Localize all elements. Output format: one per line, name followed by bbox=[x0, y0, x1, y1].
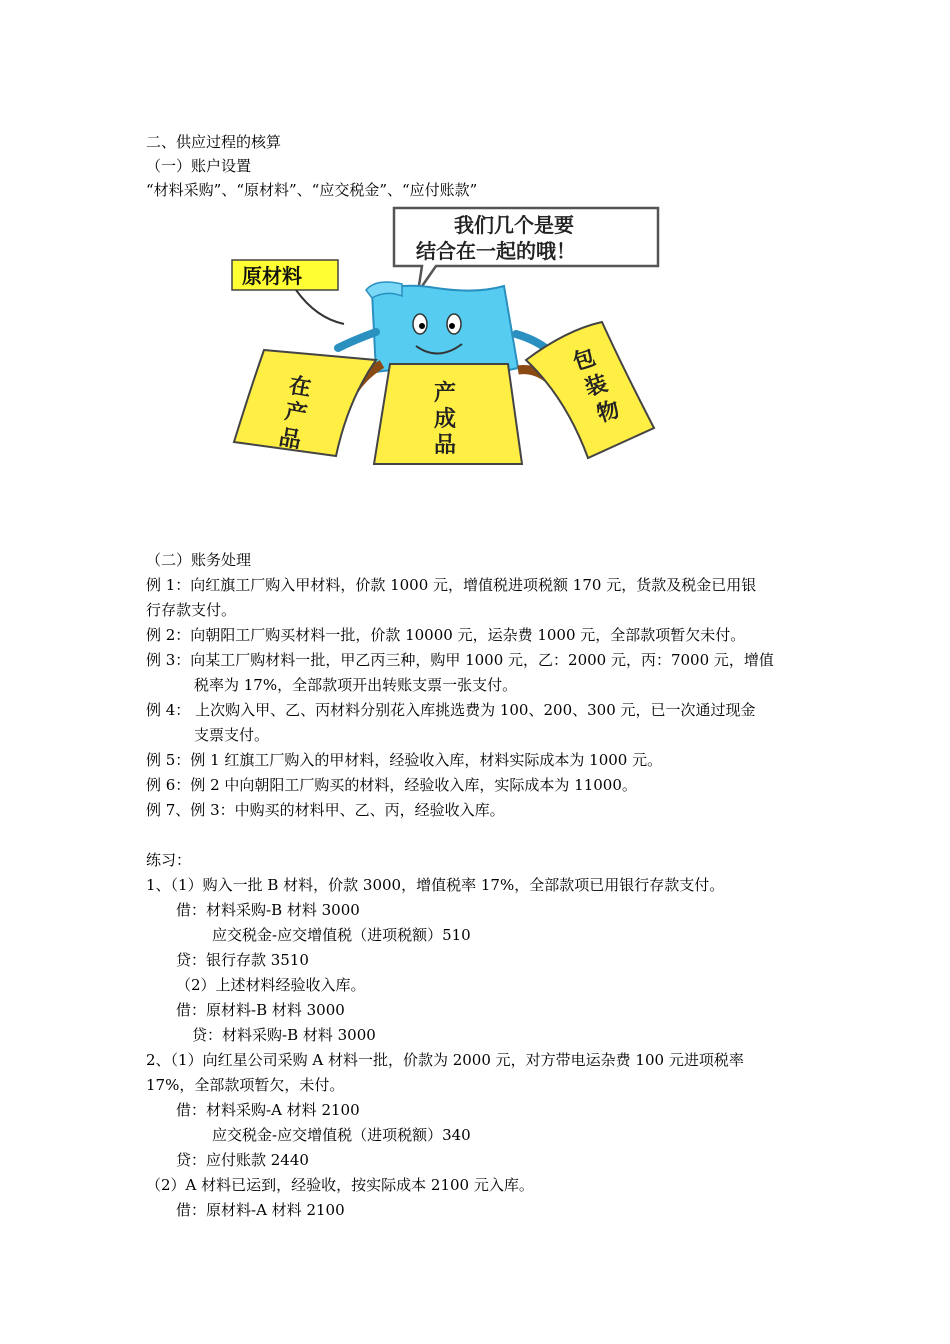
example-3-line-2: 税率为 17%，全部款项开出转账支票一张支付。 bbox=[194, 676, 518, 694]
practice-2-part-2: （2）A 材料已运到，经验收，按实际成本 2100 元入库。 bbox=[146, 1176, 534, 1194]
account-list: “材料采购”、“原材料”、“应交税金”、“应付账款” bbox=[146, 181, 478, 199]
practice-1-part-2-debit: 借：原材料-B 材料 3000 bbox=[176, 1001, 345, 1019]
subsection-accounting-treatment: （二）账务处理 bbox=[146, 551, 252, 569]
example-1-line-1: 例 1：向红旗工厂购入甲材料，价款 1000 元，增值税进项税额 170 元，货款及税金已用银 bbox=[146, 576, 757, 594]
practice-1-credit: 贷：银行存款 3510 bbox=[176, 951, 309, 969]
speech-line-2: 结合在一起的哦！ bbox=[416, 239, 576, 263]
svg-text:原材料: 原材料 bbox=[242, 264, 302, 288]
card-packaging bbox=[526, 322, 654, 458]
practice-2-part-2-debit: 借：原材料-A 材料 2100 bbox=[176, 1201, 345, 1219]
svg-text:产: 产 bbox=[282, 399, 309, 428]
svg-text:品: 品 bbox=[276, 425, 303, 454]
svg-text:产: 产 bbox=[434, 381, 457, 406]
practice-1-part-2-credit: 贷：材料采购-B 材料 3000 bbox=[192, 1026, 376, 1044]
example-7: 例 7、例 3：中购买的材料甲、乙、丙，经验收入库。 bbox=[146, 801, 505, 819]
practice-1-debit-tax: 应交税金-应交增值税（进项税额）510 bbox=[212, 926, 471, 944]
speech-line-1: 我们几个是要 bbox=[454, 213, 574, 237]
practice-1-debit: 借：材料采购-B 材料 3000 bbox=[176, 901, 360, 919]
practice-2-debit: 借：材料采购-A 材料 2100 bbox=[176, 1101, 360, 1119]
example-1-line-2: 行存款支付。 bbox=[146, 601, 237, 619]
example-3-line-1: 例 3：向某工厂购材料一批，甲乙丙三种，购甲 1000 元，乙：2000 元，丙：7000 元，增值 bbox=[146, 651, 774, 669]
practice-2-credit: 贷：应付账款 2440 bbox=[176, 1151, 309, 1169]
raw-material-label bbox=[232, 260, 344, 324]
example-2: 例 2：向朝阳工厂购买材料一批，价款 10000 元，运杂费 1000 元，全部款项暂欠未付。 bbox=[146, 626, 746, 644]
example-5: 例 5：例 1 红旗工厂购入的甲材料，经验收入库，材料实际成本为 1000 元。 bbox=[146, 751, 663, 769]
svg-text:品: 品 bbox=[434, 433, 457, 458]
subsection-account-setup: （一）账户设置 bbox=[146, 157, 252, 175]
practice-heading: 练习： bbox=[146, 851, 192, 869]
svg-text:包: 包 bbox=[570, 345, 599, 376]
practice-2-question-line-1: 2、（1）向红星公司采购 A 材料一批，价款为 2000 元，对方带电运杂费 100 元进项税率 bbox=[146, 1051, 744, 1069]
example-4-line-2: 支票支付。 bbox=[194, 726, 270, 744]
card-finished-goods bbox=[374, 364, 522, 464]
practice-1-part-2: （2）上述材料经验收入库。 bbox=[176, 976, 366, 994]
example-6: 例 6：例 2 中向朝阳工厂购买的材料，经验收入库，实际成本为 11000。 bbox=[146, 776, 637, 794]
practice-1-question: 1、（1）购入一批 B 材料，价款 3000，增值税率 17%，全部款项已用银行存款支付。 bbox=[146, 876, 725, 894]
svg-text:成: 成 bbox=[434, 407, 457, 432]
practice-2-debit-tax: 应交税金-应交增值税（进项税额）340 bbox=[212, 1126, 471, 1144]
example-4-line-1: 例 4： 上次购入甲、乙、丙材料分别花入库挑选费为 100、200、300 元，已一次通过现金 bbox=[146, 701, 756, 719]
practice-2-question-line-2: 17%，全部款项暂欠，未付。 bbox=[146, 1076, 345, 1094]
accounts-cartoon-illustration bbox=[226, 200, 666, 472]
section-title: 二、供应过程的核算 bbox=[146, 133, 282, 151]
speech-bubble bbox=[394, 208, 658, 292]
svg-text:装: 装 bbox=[582, 371, 611, 402]
svg-text:物: 物 bbox=[594, 397, 623, 428]
svg-text:在: 在 bbox=[286, 373, 313, 402]
card-work-in-process bbox=[234, 350, 376, 456]
